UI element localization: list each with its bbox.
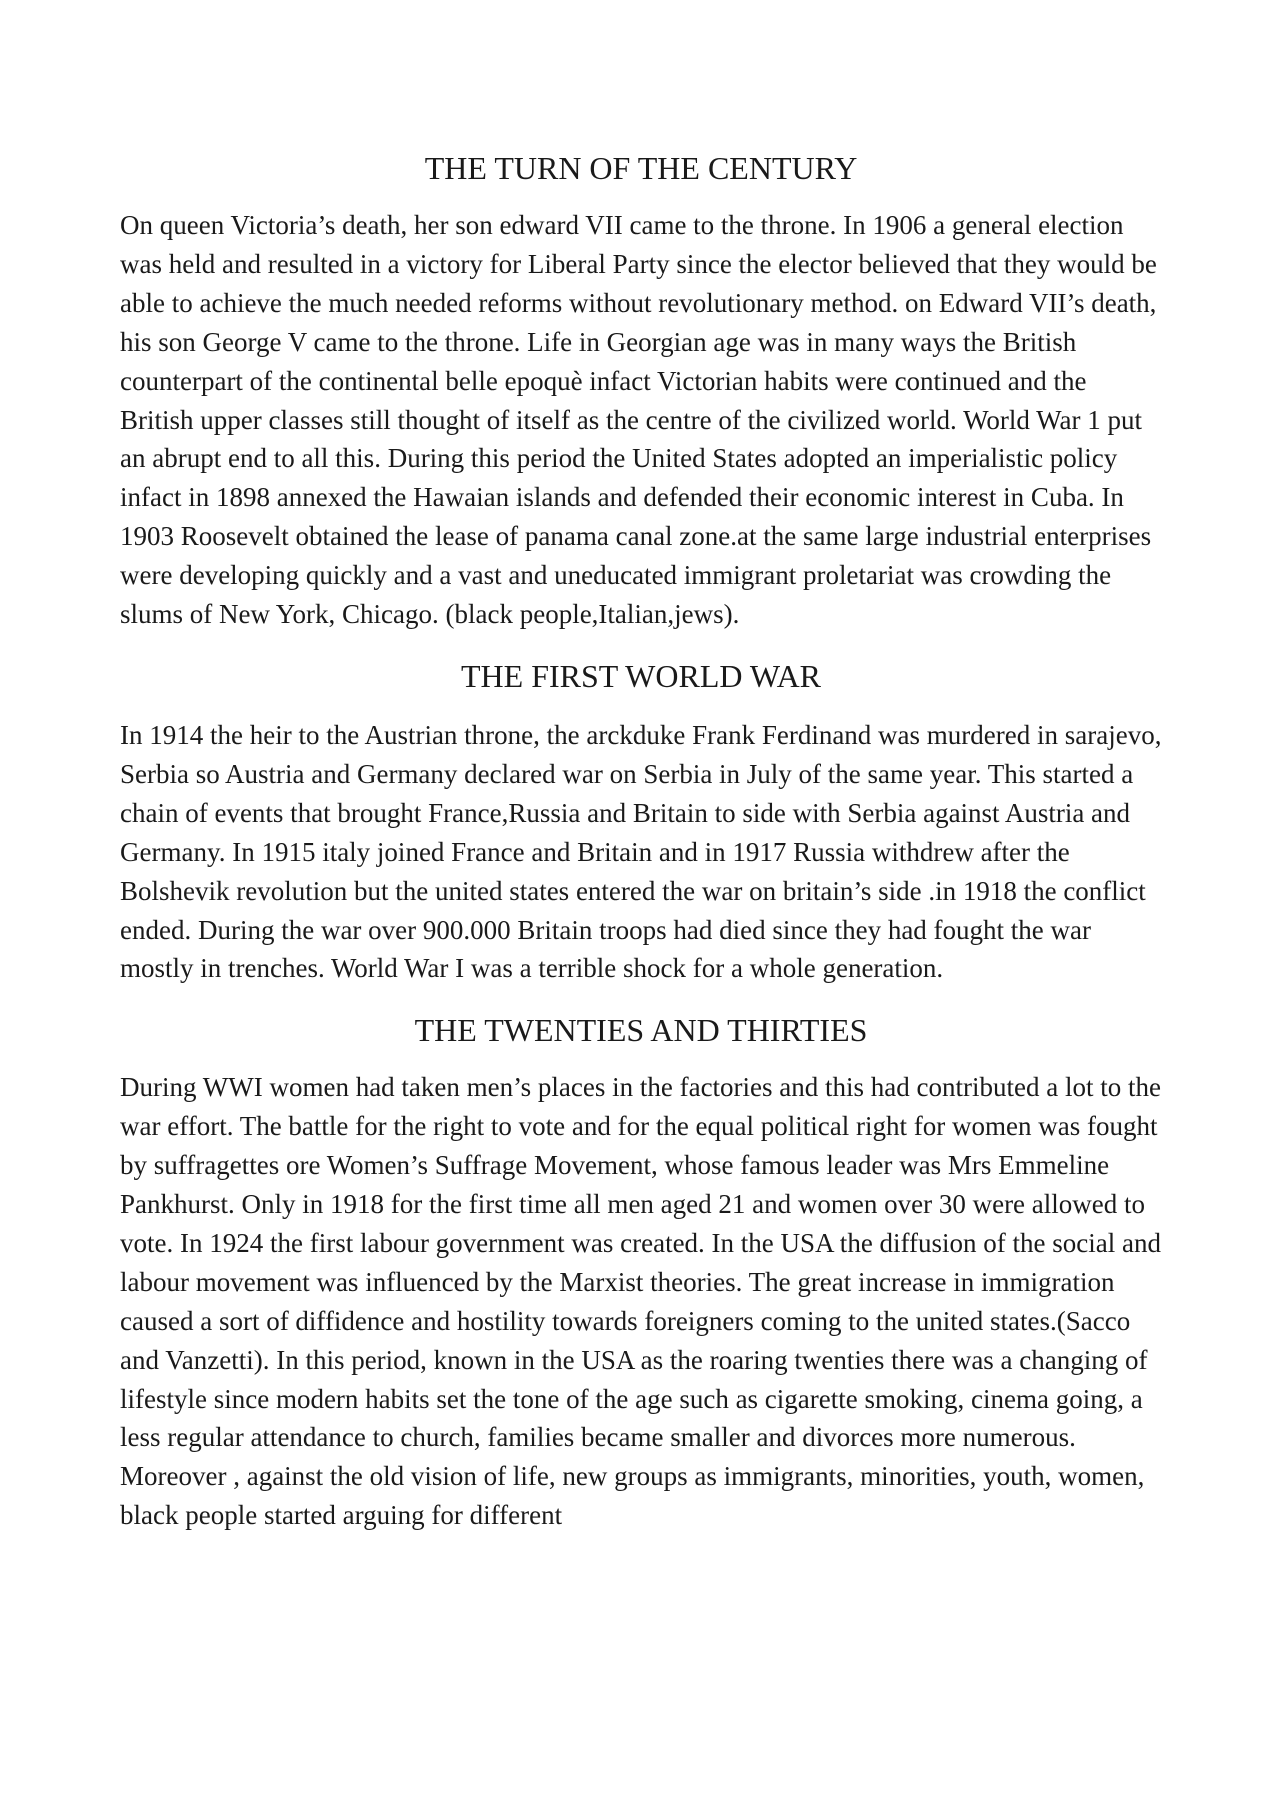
section-heading-turn-of-century: THE TURN OF THE CENTURY — [424, 150, 858, 186]
section-heading-first-world-war: THE FIRST WORLD WAR — [460, 657, 822, 694]
section-body-twenties-thirties: During WWI women had taken men’s places in the factories and this had contributed a lot to the war effort. The battle for the right to vote and for the equal political right for women was fought by suffragettes ore Women’s Suffrage Movement, whose famous leader was Mrs Emmeline Pankhurst. Only in 1918 for the first time all men aged 21 and women over 30 were allowed to vote. In 1924 the first labour government was created. In the USA the diffusion of the social and labour movement was influenced by the Marxist theories. The great increase in immigration caused a sort of diffidence and hostility towards foreigners coming to the united states.(Sacco and Vanzetti). In this period, known in the USA as the roaring twenties there was a changing of lifestyle since modern habits set the tone of the age such as cigarette smoking, cinema going, a less regular attendance to church, families became smaller and divorces more numerous. Moreover , against the old vision of life, new groups as immigrants, minorities, youth, women, black people started arguing for different — [120, 1072, 1161, 1531]
document-page — [120, 148, 1162, 1535]
section-heading-twenties-thirties: THE TWENTIES AND THIRTIES — [414, 1012, 868, 1049]
section-body-first-world-war: In 1914 the heir to the Austrian throne, the arckduke Frank Ferdinand was murdered in sarajevo, Serbia so Austria and Germany declared war on Serbia in July of the same year. This started a chain of events that brought France,Russia and Britain to side with Serbia against Austria and Germany. In 1915 italy joined France and Britain and in 1917 Russia withdrew after the Bolshevik revolution but the united states entered the war on britain’s side .in 1918 the conflict ended. During the war over 900.000 Britain troops had died since they had fought the war mostly in trenches. World War I was a terrible shock for a whole generation. — [120, 719, 1162, 984]
section-body-turn-of-century: On queen Victoria’s death, her son edward VII came to the throne. In 1906 a general election was held and resulted in a victory for Liberal Party since the elector believed that they would be able to achieve the much needed reforms without revolutionary method. on Edward VII’s death, his son George V came to the throne. Life in Georgian age was in many ways the British counterpart of the continental belle epoquè infact Victorian habits were continued and the British upper classes still thought of itself as the centre of the civilized world. World War 1 put an abrupt end to all this. During this period the United States adopted an imperialistic policy infact in 1898 annexed the Hawaian islands and defended their economic interest in Cuba. In 1903 Roosevelt obtained the lease of panama canal zone.at the same large industrial enterprises were developing quickly and a vast and uneducated immigrant proletariat was crowding the slums of New York, Chicago. (black people,Italian,jews). — [120, 210, 1157, 630]
